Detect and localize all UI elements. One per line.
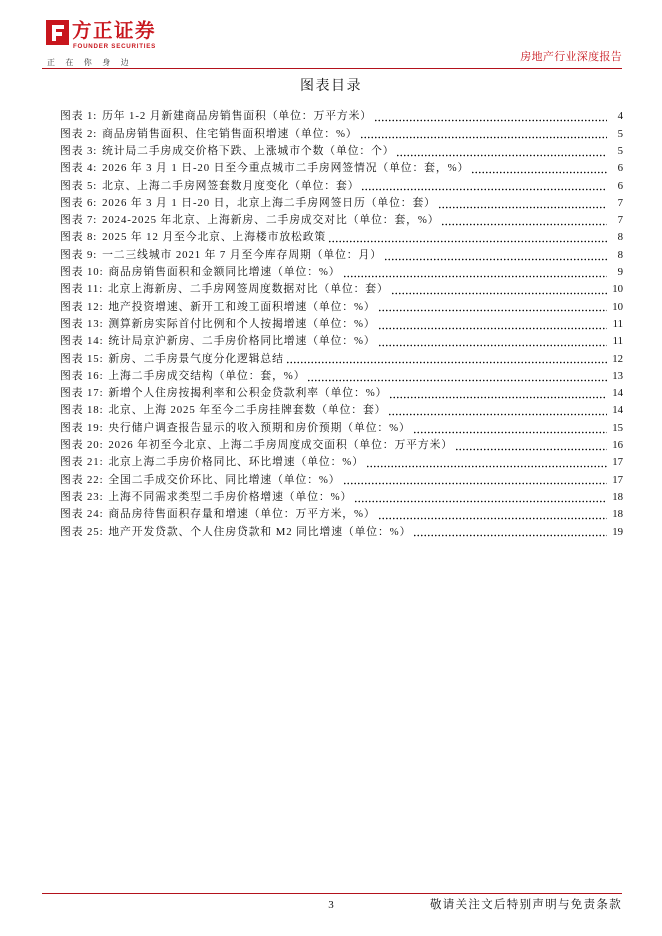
toc-entry[interactable] [60,247,623,264]
toc-entry-title: 北京上海二手房价格同比、环比增速（单位：%） [108,456,364,469]
toc-entry-label: 图表 17: [60,387,104,400]
toc-entry-title: 2025 年 12 月至今北京、上海楼市放松政策 [102,231,327,244]
toc-entry-page: 9 [617,266,623,279]
toc-entry-page: 14 [612,387,623,400]
toc-entry[interactable] [60,402,623,419]
toc-entry[interactable] [60,472,623,489]
toc-entry[interactable] [60,212,623,229]
toc-entry[interactable] [60,506,623,523]
toc-entry-page: 6 [617,179,623,192]
toc-entry-page: 18 [612,508,623,521]
toc-entry-title: 2024-2025 年北京、上海新房、二手房成交对比（单位：套，%） [102,214,440,227]
dot-leader [391,281,607,298]
toc-entry[interactable] [60,229,623,246]
footer-divider [42,893,622,894]
toc-entry-page: 11 [612,335,623,348]
toc-entry-label: 图表 13: [60,317,104,330]
toc-entry[interactable] [60,126,623,143]
toc-entry-label: 图表 23: [60,490,104,503]
toc-entry-page: 17 [612,456,623,469]
dot-leader [471,160,607,177]
toc-entry-label: 图表 7: [60,214,98,227]
toc-entry-title: 2026 年初至今北京、上海二手房周度成交面积（单位：万平方米） [108,439,453,452]
dot-leader [361,178,607,195]
toc-entry-page: 17 [612,473,623,486]
toc-entry-label: 图表 9: [60,248,98,261]
toc-entry[interactable] [60,281,623,298]
toc-entry[interactable] [60,351,623,368]
dot-leader [441,212,607,229]
toc-entry-title: 统计局二手房成交价格下跌、上涨城市个数（单位：个） [102,144,395,157]
toc-entry-title: 上海不同需求类型二手房价格增速（单位：%） [108,490,353,503]
dot-leader [343,472,608,489]
dot-leader [384,247,607,264]
toc-entry-page: 14 [612,404,623,417]
dot-leader [389,385,607,402]
dot-leader [378,333,607,350]
founder-logo-icon [45,19,70,46]
toc-entry-label: 图表 25: [60,525,104,538]
toc-entry-page: 4 [617,110,623,123]
dot-leader [396,143,607,160]
toc-entry-label: 图表 19: [60,421,104,434]
toc-entry-title: 测算新房实际首付比例和个人按揭增速（单位：%） [108,317,376,330]
toc-entry-label: 图表 4: [60,162,98,175]
dot-leader [438,195,607,212]
toc-entry-label: 图表 6: [60,196,98,209]
toc-entry-page: 7 [617,214,623,227]
dot-leader [286,351,607,368]
toc-entry-title: 历年 1-2 月新建商品房销售面积（单位：万平方米） [102,110,372,123]
dot-leader [378,506,607,523]
toc-entry-page: 19 [612,525,623,538]
dot-leader [328,229,607,246]
toc-entry-label: 图表 11: [60,283,104,296]
dot-leader [378,299,607,316]
toc-entry[interactable] [60,368,623,385]
toc-entry-label: 图表 8: [60,231,98,244]
dot-leader [455,437,607,454]
toc-entry-title: 2026 年 3 月 1 日-20 日，北京上海二手房网签日历（单位：套） [102,196,436,209]
toc-entry[interactable] [60,437,623,454]
toc-entry-title: 地产开发贷款、个人住房贷款和 M2 同比增速（单位：%） [108,525,412,538]
company-logo-name-en: FOUNDER SECURITIES [73,43,156,50]
dot-leader [413,420,607,437]
toc-entry[interactable] [60,195,623,212]
toc-entry-title: 2026 年 3 月 1 日-20 日至今重点城市二手房网签情况（单位：套，%） [102,162,470,175]
toc-entry-title: 地产投资增速、新开工和竣工面积增速（单位：%） [108,300,376,313]
toc-entry-label: 图表 18: [60,404,104,417]
toc-entry-label: 图表 3: [60,144,98,157]
toc-entry-title: 上海二手房成交结构（单位：套，%） [108,369,306,382]
toc-entry-page: 16 [612,439,623,452]
dot-leader [374,108,607,125]
report-type-label: 房地产行业深度报告 [520,51,622,63]
dot-leader [388,402,607,419]
toc-entry-label: 图表 24: [60,508,104,521]
toc-entry[interactable] [60,333,623,350]
toc-entry-label: 图表 10: [60,266,104,279]
toc-entry-title: 全国二手成交价环比、同比增速（单位：%） [108,473,341,486]
toc-entry-page: 5 [617,144,623,157]
toc-entry-label: 图表 22: [60,473,104,486]
dot-leader [360,126,607,143]
toc-entry[interactable] [60,420,623,437]
toc-entry[interactable] [60,108,623,125]
toc-entry[interactable] [60,454,623,471]
toc-entry-page: 6 [617,162,623,175]
toc-entry-label: 图表 1: [60,110,98,123]
company-logo-name: 方正证券 [72,21,157,42]
toc-entry-title: 北京、上海 2025 年至今二手房挂牌套数（单位：套） [108,404,387,417]
dot-leader [343,264,608,281]
toc-entry-page: 7 [617,196,623,209]
toc-entry-title: 商品房待售面积存量和增速（单位：万平方米，%） [108,508,376,521]
toc-entry-title: 统计局京沪新房、二手房价格同比增速（单位：%） [108,335,376,348]
figure-list [60,108,623,540]
dot-leader [413,524,607,541]
toc-entry[interactable] [60,489,623,506]
toc-entry[interactable] [60,316,623,333]
toc-entry-label: 图表 21: [60,456,104,469]
toc-entry[interactable] [60,264,623,281]
toc-title: 图表目录 [300,79,362,94]
toc-entry-page: 18 [612,490,623,503]
toc-entry[interactable] [60,385,623,402]
toc-entry-label: 图表 15: [60,352,104,365]
toc-entry-title: 央行储户调查报告显示的收入预期和房价预期（单位：%） [108,421,411,434]
header-divider [42,68,622,69]
toc-entry-page: 13 [612,369,623,382]
disclaimer-notice: 敬请关注文后特别声明与免责条款 [430,899,622,911]
toc-entry-title: 北京、上海二手房网签套数月度变化（单位：套） [102,179,360,192]
dot-leader [378,316,607,333]
toc-entry-page: 11 [612,317,623,330]
toc-entry-title: 新增个人住房按揭利率和公积金贷款利率（单位：%） [108,387,388,400]
dot-leader [366,454,607,471]
toc-entry-label: 图表 12: [60,300,104,313]
page-number: 3 [328,899,334,911]
toc-entry-label: 图表 14: [60,335,104,348]
toc-entry-title: 商品房销售面积、住宅销售面积增速（单位：%） [102,127,358,140]
toc-entry-title: 北京上海新房、二手房网签周度数据对比（单位：套） [107,283,389,296]
toc-entry[interactable] [60,143,623,160]
toc-entry-title: 一二三线城市 2021 年 7 月至今库存周期（单位：月） [102,248,382,261]
toc-entry[interactable] [60,524,623,541]
toc-entry-label: 图表 5: [60,179,98,192]
toc-entry-page: 12 [612,352,623,365]
toc-entry-page: 8 [617,248,623,261]
dot-leader [354,489,607,506]
toc-entry-page: 10 [612,300,623,313]
toc-entry-title: 新房、二手房景气度分化逻辑总结 [108,352,284,365]
toc-entry-page: 8 [617,231,623,244]
toc-entry[interactable] [60,160,623,177]
toc-entry-label: 图表 16: [60,369,104,382]
toc-entry-page: 10 [612,283,623,296]
toc-entry[interactable] [60,299,623,316]
company-slogan: 正 在 你 身 边 [47,58,133,67]
toc-entry-page: 5 [617,127,623,140]
toc-entry-label: 图表 2: [60,127,98,140]
toc-entry[interactable] [60,178,623,195]
dot-leader [307,368,607,385]
toc-entry-title: 商品房销售面积和金额同比增速（单位：%） [108,266,341,279]
toc-entry-page: 15 [612,421,623,434]
toc-entry-label: 图表 20: [60,439,104,452]
